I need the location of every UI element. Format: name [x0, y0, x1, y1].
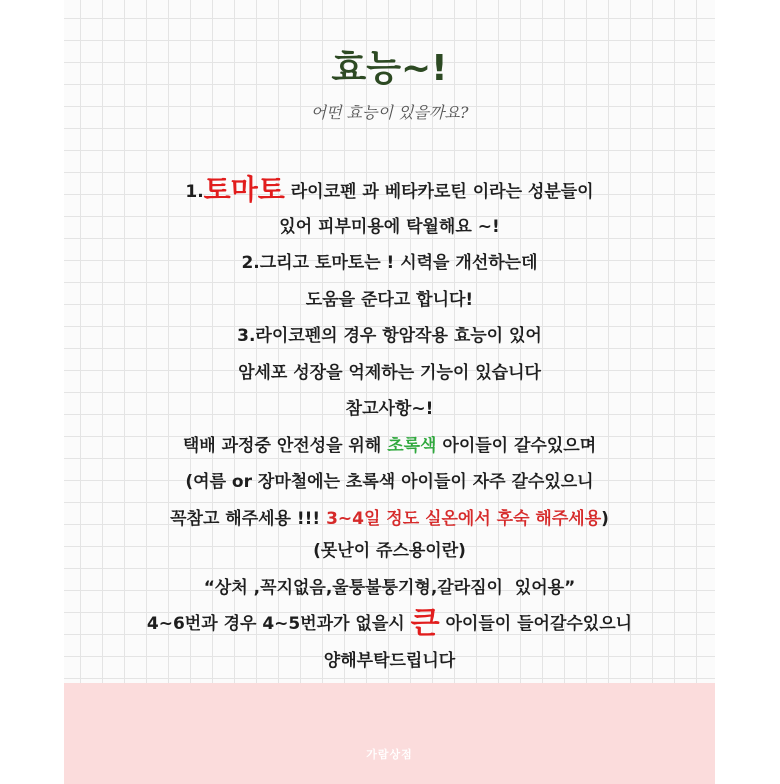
benefit-line-3: 2.그리고 토마토는 ! 시력을 개선하는데 — [241, 253, 538, 273]
notice-heading: 참고사항~! — [345, 399, 434, 419]
benefit-line-5: 3.라이코펜의 경우 항암작용 효능이 있어 — [237, 326, 542, 346]
note-line-2: “상처 ,꼭지없음,울퉁불퉁기형,갈라짐이 있어용” — [203, 577, 576, 598]
big-highlight: 큰 — [410, 606, 440, 641]
footer-band — [64, 683, 715, 784]
green-highlight: 초록색 — [387, 435, 437, 456]
note-line-3: 4~6번과 경우 4~5번과가 없을시 큰 아이들이 들어갈수있으니 — [146, 606, 633, 641]
note-line-1: (못난이 쥬스용이란) — [313, 541, 466, 561]
page-title: 효능~! — [331, 48, 448, 89]
page-subtitle: 어떤 효능이 있을까요? — [310, 103, 469, 122]
ripening-highlight: 3~4일 정도 실온에서 후숙 해주세용 — [326, 508, 602, 529]
notice-line-2: (여름 or 장마철에는 초록색 아이들이 자주 갈수있으니 — [185, 472, 594, 492]
benefit-line-4: 도움을 준다고 합니다! — [305, 289, 474, 310]
notice-line-1: 택배 과정중 안전성을 위해 초록색 아이들이 갈수있으며 — [182, 435, 597, 456]
benefits-text — [64, 172, 715, 537]
product-info-card — [64, 0, 715, 784]
ugly-juice-notes — [64, 533, 715, 679]
benefit-line-2: 있어 피부미용에 탁월해요 ~! — [279, 216, 500, 237]
brand-watermark: 가람상점 — [366, 748, 413, 761]
benefit-line-6: 암세포 성장을 억제하는 기능이 있습니다 — [238, 362, 541, 383]
note-line-4: 양해부탁드립니다 — [323, 650, 456, 671]
tomato-highlight: 토마토 — [203, 173, 285, 206]
benefit-line-1: 1.토마토 라이코펜 과 베타카로틴 이라는 성분들이 — [185, 173, 594, 206]
notice-line-3: 꼭참고 해주세용 !!! 3~4일 정도 실온에서 후숙 해주세용) — [170, 508, 609, 529]
